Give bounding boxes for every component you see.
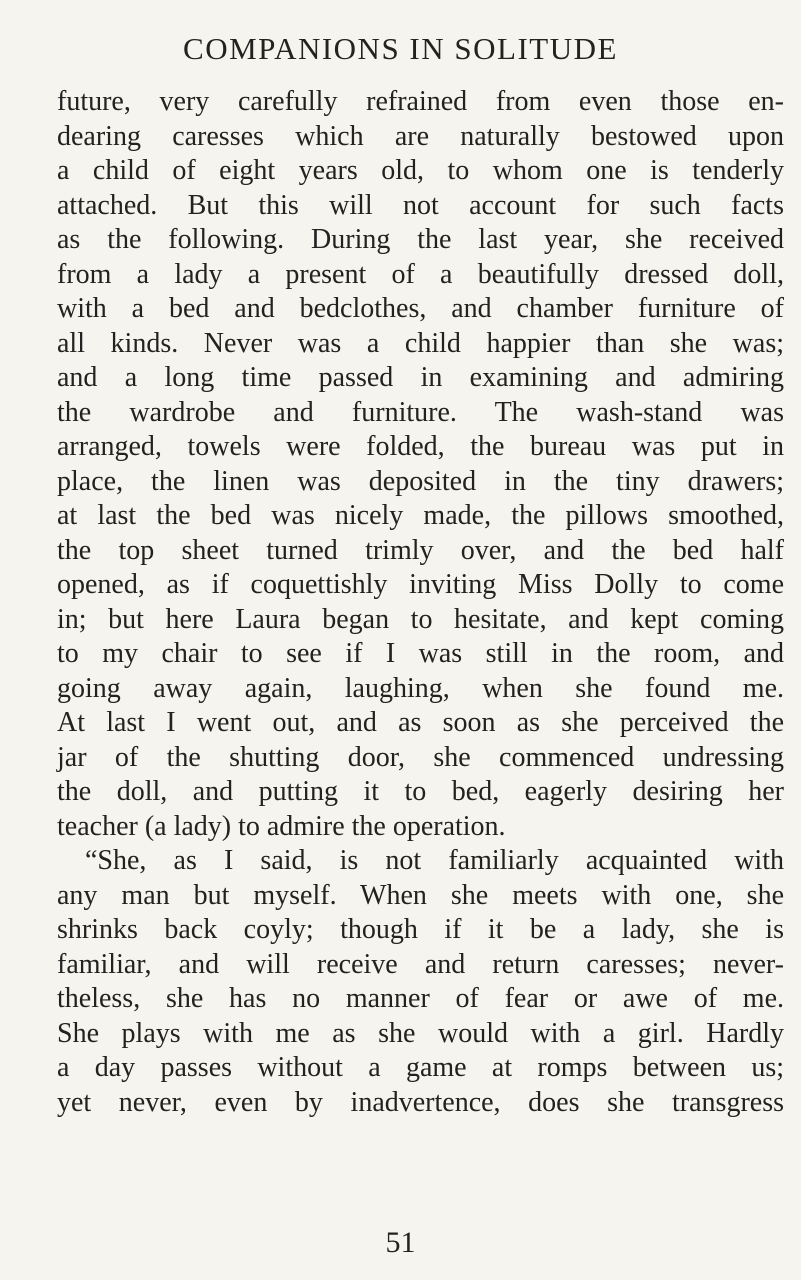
text-line: the wardrobe and furniture. The wash-stand was [57,396,784,428]
text-line: yet never, even by inadvertence, does she transgress [57,1086,784,1118]
text-line: to my chair to see if I was still in the room, and [57,638,784,669]
text-line: attached. But this will not account for such facts [57,189,784,221]
text-line: shrinks back coyly; though if it be a lady, she is [57,914,784,945]
text-line: the top sheet turned trimly over, and the bed half [57,534,784,566]
text-line: a child of eight years old, to whom one is tenderly [57,155,784,186]
text-line: jar of the shutting door, she commenced undressing [57,741,784,773]
text-line: going away again, laughing, when she found me. [57,672,784,704]
paragraph-end-line: teacher (a lady) to admire the operation. [57,810,506,842]
text-line: from a lady a present of a beautifully dressed doll, [57,258,784,290]
text-line: a day passes without a game at romps between us; [57,1052,784,1083]
text-line: dearing caresses which are naturally bestowed upon [57,120,784,152]
running-head: COMPANIONS IN SOLITUDE [183,31,618,66]
text-line: at last the bed was nicely made, the pillows smoothed, [57,500,784,531]
text-line: opened, as if coquettishly inviting Miss Dolly to come [57,569,784,600]
text-line: She plays with me as she would with a girl. Hardly [57,1017,784,1049]
text-line: future, very carefully refrained from even those en- [57,86,784,117]
text-line: as the following. During the last year, she received [57,224,784,255]
text-line: with a bed and bedclothes, and chamber furniture of [57,293,784,324]
text-line: familiar, and will receive and return caresses; never- [57,948,784,980]
text-line: in; but here Laura began to hesitate, and kept coming [57,603,784,635]
text-line: arranged, towels were folded, the bureau was put in [57,431,784,462]
body-text [57,85,784,1120]
page-number: 51 [385,1226,416,1259]
paragraph-start-line: “She, as I said, is not familiarly acquainted with [85,845,784,876]
text-line: place, the linen was deposited in the tiny drawers; [57,465,784,497]
text-line: all kinds. Never was a child happier than she was; [57,327,784,359]
text-line: any man but myself. When she meets with one, she [57,879,784,911]
text-line: the doll, and putting it to bed, eagerly desiring her [57,776,784,807]
text-line: theless, she has no manner of fear or awe of me. [57,983,784,1014]
text-line: At last I went out, and as soon as she perceived the [57,707,784,738]
text-line: and a long time passed in examining and admiring [57,362,784,393]
